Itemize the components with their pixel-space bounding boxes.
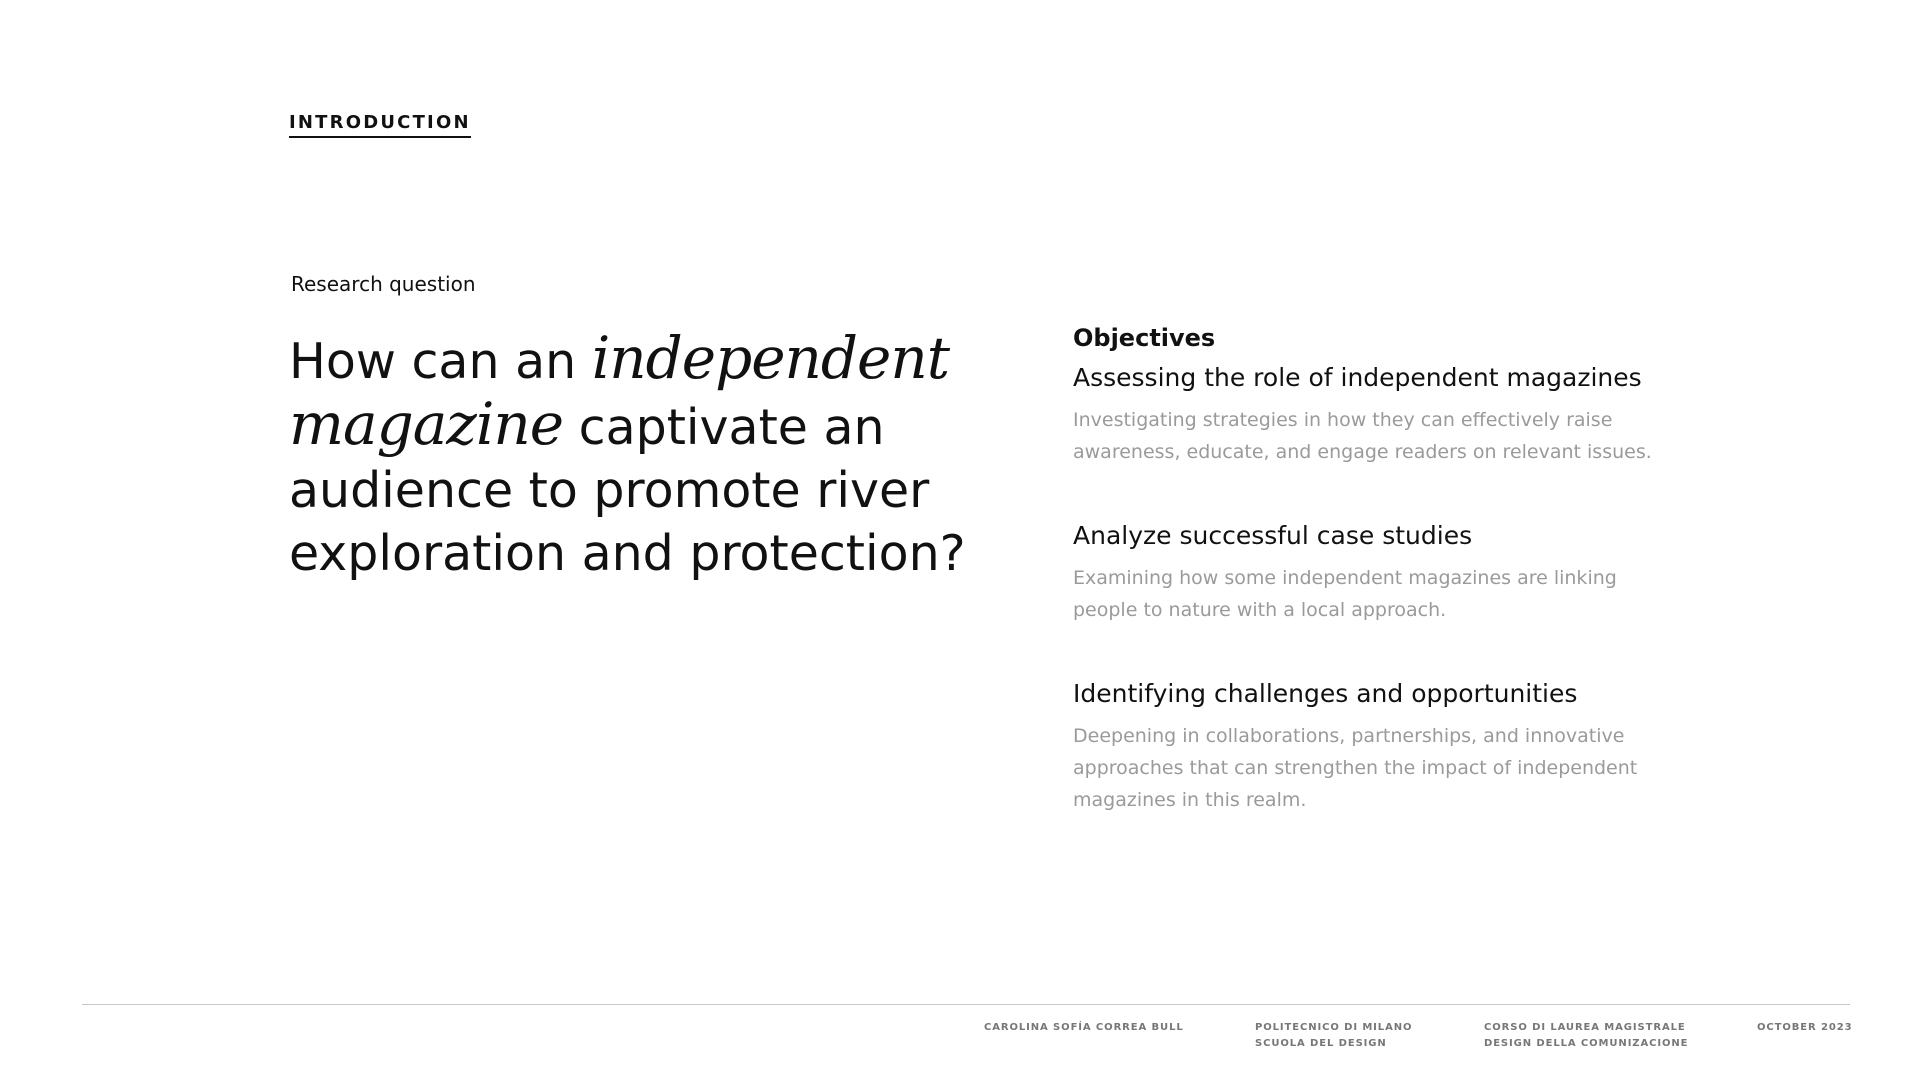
objective-description: Examining how some independent magazines are linking people to nature with a local approach.	[1073, 567, 1617, 621]
objective-description: Investigating strategies in how they can effectively raise awareness, educate, and engage readers on relevant issues.	[1073, 409, 1652, 463]
footer-institution-line-1: POLITECNICO DI MILANO	[1255, 1022, 1413, 1033]
objective-title: Analyze successful case studies	[1073, 521, 1473, 550]
footer-author-name: CAROLINA SOFÍA CORREA BULL	[984, 1022, 1184, 1033]
research-question-emphasis-2: magazine	[289, 390, 564, 458]
objective-item	[1073, 520, 1673, 626]
footer-institution-line-2: SCUOLA DEL DESIGN	[1255, 1038, 1387, 1049]
footer-institution	[1255, 1020, 1412, 1052]
research-question-emphasis-1: independent	[591, 324, 950, 392]
footer-date	[1757, 1020, 1852, 1036]
objective-title: Assessing the role of independent magazines	[1073, 363, 1642, 392]
research-question-part-2: captivate an audience to promote river exploration and protection?	[289, 399, 966, 582]
objective-item	[1073, 362, 1673, 468]
footer-date-text: OCTOBER 2023	[1757, 1022, 1853, 1033]
section-tag: INTRODUCTION	[289, 113, 471, 138]
footer-author	[984, 1020, 1184, 1036]
research-question-label: Research question	[291, 272, 476, 296]
objective-item	[1073, 678, 1673, 816]
research-question-part-1: How can an	[289, 333, 592, 390]
footer-course-line-1: CORSO DI LAUREA MAGISTRALE	[1484, 1022, 1686, 1033]
research-question	[289, 324, 989, 585]
objectives-heading: Objectives	[1073, 324, 1216, 352]
objective-description: Deepening in collaborations, partnerships, and innovative approaches that can strengthen the impact of independent magazines in this realm.	[1073, 725, 1638, 811]
footer-course	[1484, 1020, 1688, 1052]
footer-divider	[82, 1004, 1850, 1005]
objective-title: Identifying challenges and opportunities	[1073, 679, 1578, 708]
footer-course-line-2: DESIGN DELLA COMUNIZACIONE	[1484, 1038, 1689, 1049]
objectives-section	[1073, 322, 1673, 868]
